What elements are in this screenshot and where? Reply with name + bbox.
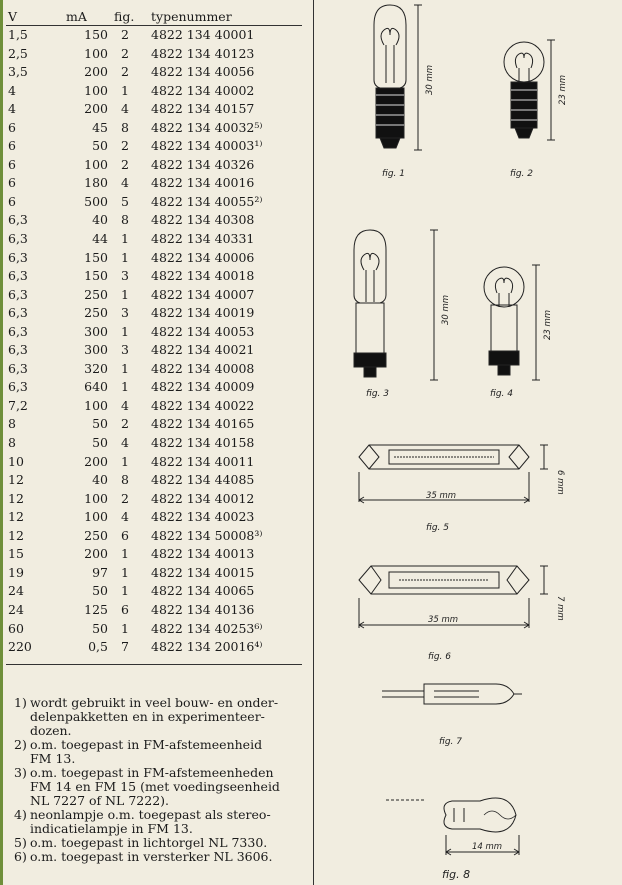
- cell-figure: 1: [121, 249, 129, 265]
- fig3-label: fig. 3: [366, 389, 389, 399]
- header-type: typenummer: [151, 9, 232, 24]
- fig3-lamp-drawing: [354, 230, 438, 380]
- cell-voltage: 6: [8, 156, 16, 172]
- cell-figure: 1: [121, 546, 129, 562]
- cell-figure: 8: [121, 119, 129, 135]
- cell-current: 0,5: [88, 639, 108, 655]
- cell-voltage: 24: [8, 583, 24, 599]
- footnote: [14, 836, 306, 850]
- table-row: [6, 174, 302, 193]
- cell-current: 100: [84, 156, 108, 172]
- lamp-figures: [314, 0, 622, 885]
- cell-type-number: 4822 134 40136: [151, 601, 255, 617]
- cell-type-number: 4822 134 40165: [151, 416, 255, 432]
- cell-voltage: 8: [8, 416, 16, 432]
- footnote-number: 3): [14, 765, 27, 780]
- footnote: [14, 738, 306, 766]
- cell-current: 150: [84, 27, 108, 42]
- cell-figure: 4: [121, 435, 129, 451]
- cell-figure: 1: [121, 379, 129, 395]
- cell-voltage: 60: [8, 620, 24, 636]
- cell-voltage: 4: [8, 82, 16, 98]
- table-row: [6, 63, 302, 82]
- footnote-number: 5): [14, 835, 27, 850]
- cell-type-number: 4822 134 40053: [151, 323, 255, 339]
- cell-current: 100: [84, 82, 108, 98]
- footnote: [14, 808, 306, 836]
- table-row: [6, 193, 302, 212]
- cell-type-number: 4822 134 40006: [151, 249, 255, 265]
- cell-voltage: 6: [8, 175, 16, 191]
- cell-figure: 2: [121, 490, 129, 506]
- cell-current: 300: [84, 323, 108, 339]
- cell-type-number: 4822 134 40023: [151, 509, 255, 525]
- footnote: [14, 696, 306, 738]
- fig8-length: 14 mm: [472, 842, 503, 852]
- fig4-label: fig. 4: [490, 389, 513, 399]
- cell-type-number: 4822 134 40055²⁾: [151, 193, 263, 209]
- fig4-lamp-drawing: [484, 265, 540, 380]
- cell-type-number: 4822 134 40007: [151, 286, 255, 302]
- table-row: [6, 100, 302, 119]
- table-row: [6, 434, 302, 453]
- cell-figure: 1: [121, 231, 129, 247]
- cell-current: 45: [92, 119, 108, 135]
- header-fig: fig.: [114, 9, 135, 24]
- cell-voltage: 6,3: [8, 268, 28, 284]
- cell-current: 200: [84, 546, 108, 562]
- table-row: [6, 638, 302, 657]
- fig4-dim: 23 mm: [543, 309, 553, 340]
- table-row: [6, 323, 302, 342]
- fig1-dim: 30 mm: [425, 64, 435, 95]
- cell-current: 150: [84, 268, 108, 284]
- cell-voltage: 10: [8, 453, 24, 469]
- cell-voltage: 12: [8, 527, 24, 543]
- cell-figure: 2: [121, 45, 129, 61]
- footnote-number: 4): [14, 807, 27, 822]
- footnote-text: o.m. toegepast in FM-afstemeenheid FM 13.: [30, 737, 263, 766]
- fig1-label: fig. 1: [382, 169, 405, 179]
- cell-figure: 1: [121, 453, 129, 469]
- cell-voltage: 6: [8, 193, 16, 209]
- cell-current: 300: [84, 342, 108, 358]
- table-row: [6, 564, 302, 583]
- cell-type-number: 4822 134 40018: [151, 268, 255, 284]
- cell-figure: 1: [121, 360, 129, 376]
- cell-type-number: 4822 134 40016: [151, 175, 255, 191]
- cell-voltage: 12: [8, 490, 24, 506]
- cell-type-number: 4822 134 20016⁴⁾: [151, 639, 263, 655]
- table-row: [6, 582, 302, 601]
- cell-type-number: 4822 134 40157: [151, 101, 255, 117]
- cell-current: 250: [84, 527, 108, 543]
- cell-current: 180: [84, 175, 108, 191]
- cell-figure: 6: [121, 527, 129, 543]
- cell-figure: 3: [121, 342, 129, 358]
- cell-current: 250: [84, 286, 108, 302]
- cell-type-number: 4822 134 40019: [151, 305, 255, 321]
- cell-voltage: 6: [8, 138, 16, 154]
- footnote-number: 1): [14, 695, 27, 710]
- cell-figure: 3: [121, 305, 129, 321]
- cell-voltage: 19: [8, 564, 24, 580]
- footnote-text: o.m. toegepast in FM-afstemeenheden FM 14 en FM 15 (met voedingseenheid NL 7227 of NL 7222).: [30, 765, 280, 808]
- table-row: [6, 137, 302, 156]
- cell-figure: 8: [121, 212, 129, 228]
- cell-type-number: 4822 134 40022: [151, 397, 255, 413]
- cell-figure: 6: [121, 601, 129, 617]
- cell-current: 50: [92, 416, 108, 432]
- fig2-label: fig. 2: [510, 169, 533, 179]
- cell-type-number: 4822 134 40326: [151, 156, 255, 172]
- cell-type-number: 4822 134 40001: [151, 27, 255, 42]
- cell-type-number: 4822 134 40011: [151, 453, 255, 469]
- footnotes: [14, 696, 306, 864]
- table-row: [6, 26, 302, 45]
- cell-voltage: 6: [8, 119, 16, 135]
- cell-voltage: 6,3: [8, 286, 28, 302]
- cell-voltage: 220: [8, 639, 32, 655]
- table-row: [6, 620, 302, 639]
- cell-figure: 2: [121, 156, 129, 172]
- footnote-text: o.m. toegepast in lichtorgel NL 7330.: [30, 835, 268, 850]
- table-row: [6, 397, 302, 416]
- table-row: [6, 527, 302, 546]
- cell-current: 200: [84, 453, 108, 469]
- cell-voltage: 6,3: [8, 342, 28, 358]
- fig3-dim: 30 mm: [441, 294, 451, 325]
- cell-current: 50: [92, 583, 108, 599]
- cell-figure: 1: [121, 564, 129, 580]
- table-row: [6, 471, 302, 490]
- cell-type-number: 4822 134 50008³⁾: [151, 527, 263, 543]
- cell-current: 200: [84, 64, 108, 80]
- cell-voltage: 12: [8, 509, 24, 525]
- table-row: [6, 601, 302, 620]
- cell-voltage: 6,3: [8, 379, 28, 395]
- footnote-number: 6): [14, 849, 27, 864]
- cell-voltage: 6,3: [8, 249, 28, 265]
- cell-current: 150: [84, 249, 108, 265]
- cell-type-number: 4822 134 40308: [151, 212, 255, 228]
- cell-current: 50: [92, 620, 108, 636]
- cell-current: 500: [84, 193, 108, 209]
- cell-figure: 4: [121, 175, 129, 191]
- fig1-lamp-drawing: [374, 5, 422, 150]
- cell-voltage: 7,2: [8, 397, 28, 413]
- cell-voltage: 6,3: [8, 305, 28, 321]
- footnote-text: o.m. toegepast in versterker NL 3606.: [30, 849, 273, 864]
- cell-current: 100: [84, 490, 108, 506]
- fig6-diameter: 7 mm: [555, 596, 565, 621]
- cell-current: 97: [92, 564, 108, 580]
- cell-voltage: 8: [8, 435, 16, 451]
- table-row: [6, 45, 302, 64]
- header-ma: mA: [66, 9, 87, 24]
- cell-voltage: 6,3: [8, 231, 28, 247]
- cell-type-number: 4822 134 40009: [151, 379, 255, 395]
- table-row: [6, 341, 302, 360]
- table-row: [6, 286, 302, 305]
- footnote-text: wordt gebruikt in veel bouw- en onder- delenpakketten en in experimenteer- dozen.: [30, 695, 279, 738]
- cell-voltage: 2,5: [8, 45, 28, 61]
- cell-type-number: 4822 134 40032⁵⁾: [151, 119, 263, 135]
- cell-voltage: 6,3: [8, 212, 28, 228]
- cell-figure: 1: [121, 323, 129, 339]
- cell-current: 200: [84, 101, 108, 117]
- fig5-label: fig. 5: [426, 523, 449, 533]
- table-bottom-rule: [6, 664, 302, 665]
- cell-type-number: 4822 134 40013: [151, 546, 255, 562]
- lamp-table: [6, 8, 302, 657]
- cell-type-number: 4822 134 40015: [151, 564, 255, 580]
- cell-voltage: 12: [8, 472, 24, 488]
- cell-type-number: 4822 134 40012: [151, 490, 255, 506]
- cell-figure: 4: [121, 397, 129, 413]
- cell-type-number: 4822 134 40002: [151, 82, 255, 98]
- cell-voltage: 4: [8, 101, 16, 117]
- cell-current: 100: [84, 397, 108, 413]
- table-row: [6, 415, 302, 434]
- cell-figure: 1: [121, 82, 129, 98]
- table-header: [6, 8, 302, 26]
- fig2-lamp-drawing: [504, 40, 555, 140]
- table-row: [6, 508, 302, 527]
- table-row: [6, 211, 302, 230]
- fig5-length: 35 mm: [426, 491, 457, 501]
- cell-figure: 7: [121, 639, 129, 655]
- table-row: [6, 490, 302, 509]
- cell-type-number: 4822 134 40008: [151, 360, 255, 376]
- fig6-length: 35 mm: [428, 615, 459, 625]
- cell-figure: 1: [121, 620, 129, 636]
- table-row: [6, 453, 302, 472]
- cell-type-number: 4822 134 40331: [151, 231, 255, 247]
- cell-current: 40: [92, 472, 108, 488]
- cell-figure: 2: [121, 27, 129, 42]
- cell-type-number: 4822 134 40065: [151, 583, 255, 599]
- cell-current: 100: [84, 45, 108, 61]
- fig7-label: fig. 7: [439, 737, 462, 747]
- footnote: [14, 850, 306, 864]
- cell-figure: 8: [121, 472, 129, 488]
- fig2-dim: 23 mm: [558, 74, 568, 105]
- cell-figure: 2: [121, 416, 129, 432]
- cell-figure: 4: [121, 509, 129, 525]
- cell-figure: 5: [121, 193, 129, 209]
- table-row: [6, 267, 302, 286]
- header-v: V: [8, 9, 18, 24]
- cell-type-number: 4822 134 40158: [151, 435, 255, 451]
- table-row: [6, 156, 302, 175]
- cell-current: 125: [84, 601, 108, 617]
- cell-type-number: 4822 134 44085: [151, 472, 255, 488]
- cell-current: 250: [84, 305, 108, 321]
- fig6-label: fig. 6: [428, 652, 451, 662]
- cell-type-number: 4822 134 40253⁶⁾: [151, 620, 263, 636]
- cell-current: 44: [92, 231, 108, 247]
- cell-type-number: 4822 134 40123: [151, 45, 255, 61]
- cell-voltage: 1,5: [8, 27, 28, 42]
- table-row: [6, 378, 302, 397]
- table-row: [6, 304, 302, 323]
- cell-voltage: 6,3: [8, 360, 28, 376]
- cell-figure: 4: [121, 101, 129, 117]
- cell-type-number: 4822 134 40056: [151, 64, 255, 80]
- cell-type-number: 4822 134 40021: [151, 342, 255, 358]
- page-edge: [0, 0, 3, 885]
- footnote-number: 2): [14, 737, 27, 752]
- table-row: [6, 249, 302, 268]
- cell-figure: 3: [121, 268, 129, 284]
- table-row: [6, 82, 302, 101]
- footnote-text: neonlampje o.m. toegepast als stereo- indicatielampje in FM 13.: [30, 807, 271, 836]
- table-row: [6, 545, 302, 564]
- cell-current: 640: [84, 379, 108, 395]
- cell-current: 320: [84, 360, 108, 376]
- fig8-label: fig. 8: [442, 868, 471, 881]
- cell-figure: 2: [121, 64, 129, 80]
- table-row: [6, 230, 302, 249]
- footnote: [14, 766, 306, 808]
- cell-voltage: 3,5: [8, 64, 28, 80]
- cell-current: 50: [92, 435, 108, 451]
- cell-voltage: 24: [8, 601, 24, 617]
- table-body: [6, 26, 302, 657]
- cell-figure: 1: [121, 583, 129, 599]
- cell-figure: 2: [121, 138, 129, 154]
- fig7-lamp-drawing: [382, 684, 522, 704]
- cell-type-number: 4822 134 40003¹⁾: [151, 138, 263, 154]
- table-row: [6, 360, 302, 379]
- fig5-diameter: 6 mm: [555, 470, 565, 495]
- cell-figure: 1: [121, 286, 129, 302]
- table-row: [6, 119, 302, 138]
- cell-current: 100: [84, 509, 108, 525]
- cell-voltage: 15: [8, 546, 24, 562]
- cell-current: 40: [92, 212, 108, 228]
- cell-voltage: 6,3: [8, 323, 28, 339]
- cell-current: 50: [92, 138, 108, 154]
